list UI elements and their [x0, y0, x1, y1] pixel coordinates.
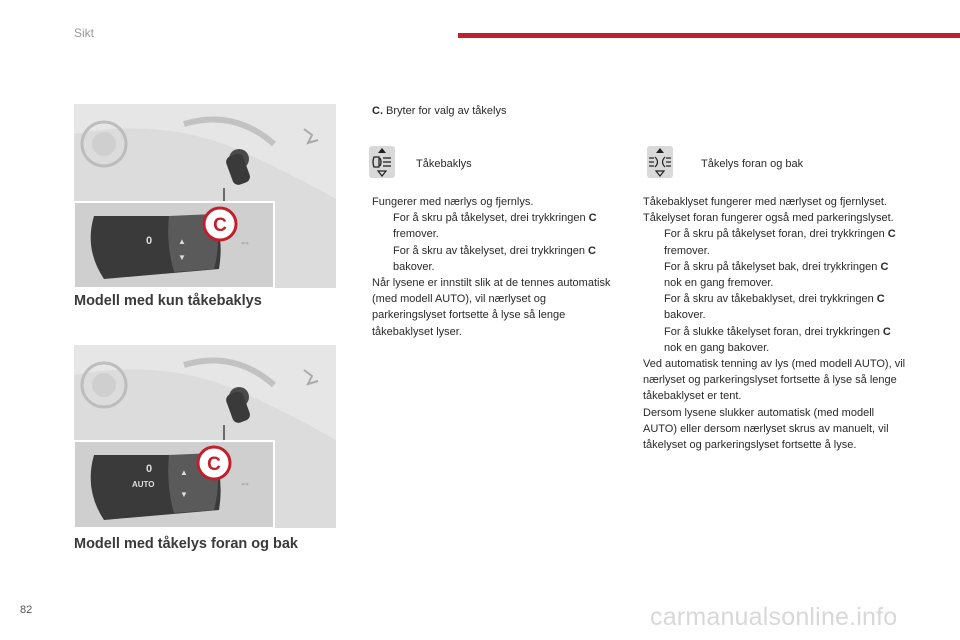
rear-fog-instructions — [372, 194, 612, 340]
svg-text:▲: ▲ — [180, 468, 188, 477]
svg-text:⇔: ⇔ — [239, 235, 251, 249]
bullet-text: bakover. — [393, 260, 435, 273]
bullet-item — [372, 243, 612, 275]
figure-rear-fog-lever — [74, 104, 336, 288]
front-rear-fog-label: Tåkelys foran og bak — [701, 158, 804, 170]
ring-letter: C — [588, 212, 597, 225]
lever-zero-symbol: 0 — [146, 463, 153, 475]
rear-fog-light-icon — [369, 146, 395, 178]
lever-zero-symbol: 0 — [146, 235, 153, 247]
ring-letter: C — [876, 293, 885, 306]
intro-line — [372, 103, 507, 119]
intro-letter: C. — [372, 105, 383, 117]
intro-text: Bryter for valg av tåkelys — [383, 105, 507, 117]
rear-fog-label: Tåkebaklys — [416, 158, 472, 170]
paragraph: Fungerer med nærlys og fjernlys. — [372, 196, 534, 208]
bullet-item — [643, 291, 907, 323]
lever-auto-symbol: AUTO — [132, 480, 155, 489]
paragraph: Tåkelyset foran fungerer også med parkeringslyset. — [643, 212, 894, 225]
svg-text:▼: ▼ — [178, 253, 186, 262]
bullet-text: fremover. — [664, 244, 710, 257]
bullet-text: For å skru på tåkelyset foran, drei trykkringen — [664, 228, 888, 241]
bullet-text: For å skru av tåkebaklyset, drei trykkringen — [664, 293, 877, 306]
paragraph: Tåkebaklyset fungerer med nærlyset og fjernlyset. — [643, 196, 887, 208]
paragraph: Når lysene er innstilt slik at de tennes automatisk (med modell AUTO), vil nærlyset og parkeringslyset fortsette å lyse så lenge tåkebaklyset lyser. — [372, 277, 611, 338]
callout-c-marker: C — [207, 454, 221, 475]
heading-front-rear: Modell med tåkelys foran og bak — [74, 536, 298, 552]
bullet-text: For å slukke tåkelyset foran, drei trykkringen — [664, 325, 883, 338]
bullet-item — [643, 324, 907, 356]
svg-text:▼: ▼ — [180, 490, 188, 499]
paragraph: Ved automatisk tenning av lys (med modell AUTO), vil nærlyset og parkeringslyset fortsette å lyse så lenge tåkebaklyset er tent. — [643, 358, 906, 403]
bullet-text: For å skru på tåkelyset bak, drei trykkringen — [664, 260, 881, 273]
bullet-item — [643, 226, 907, 258]
bullet-text: For å skru av tåkelyset, drei trykkringen — [393, 244, 589, 257]
bullet-item — [643, 259, 907, 291]
watermark: carmanualsonline.info — [650, 603, 898, 631]
bullet-item — [372, 210, 612, 242]
ring-letter: C — [880, 260, 889, 273]
ring-letter: C — [887, 228, 896, 241]
bullet-text: fremover. — [393, 228, 439, 241]
callout-c-marker: C — [213, 215, 227, 236]
lever-illustration-2 — [74, 345, 336, 528]
figure-front-rear-fog-lever — [74, 345, 336, 528]
front-rear-fog-light-icon — [647, 146, 673, 178]
bullet-text: nok en gang bakover. — [664, 341, 770, 354]
bullet-text: bakover. — [664, 309, 706, 322]
lever-illustration-1 — [74, 104, 336, 288]
header-accent-bar — [458, 33, 960, 38]
heading-rear-only: Modell med kun tåkebaklys — [74, 293, 262, 309]
svg-text:▲: ▲ — [178, 237, 186, 246]
paragraph: Dersom lysene slukker automatisk (med modell AUTO) eller dersom nærlyset skrus av manuelt, vil tåkelyset og parkeringslyset fortsette å lyse. — [643, 406, 889, 452]
ring-letter: C — [588, 244, 596, 257]
bullet-text: For å skru på tåkelyset, drei trykkringen — [393, 212, 589, 225]
svg-text:⇔: ⇔ — [239, 476, 251, 490]
page-number: 82 — [20, 604, 33, 616]
section-label: Sikt — [74, 26, 95, 40]
bullet-text: nok en gang fremover. — [664, 277, 774, 290]
ring-letter: C — [882, 325, 891, 338]
front-rear-fog-instructions — [643, 194, 907, 453]
